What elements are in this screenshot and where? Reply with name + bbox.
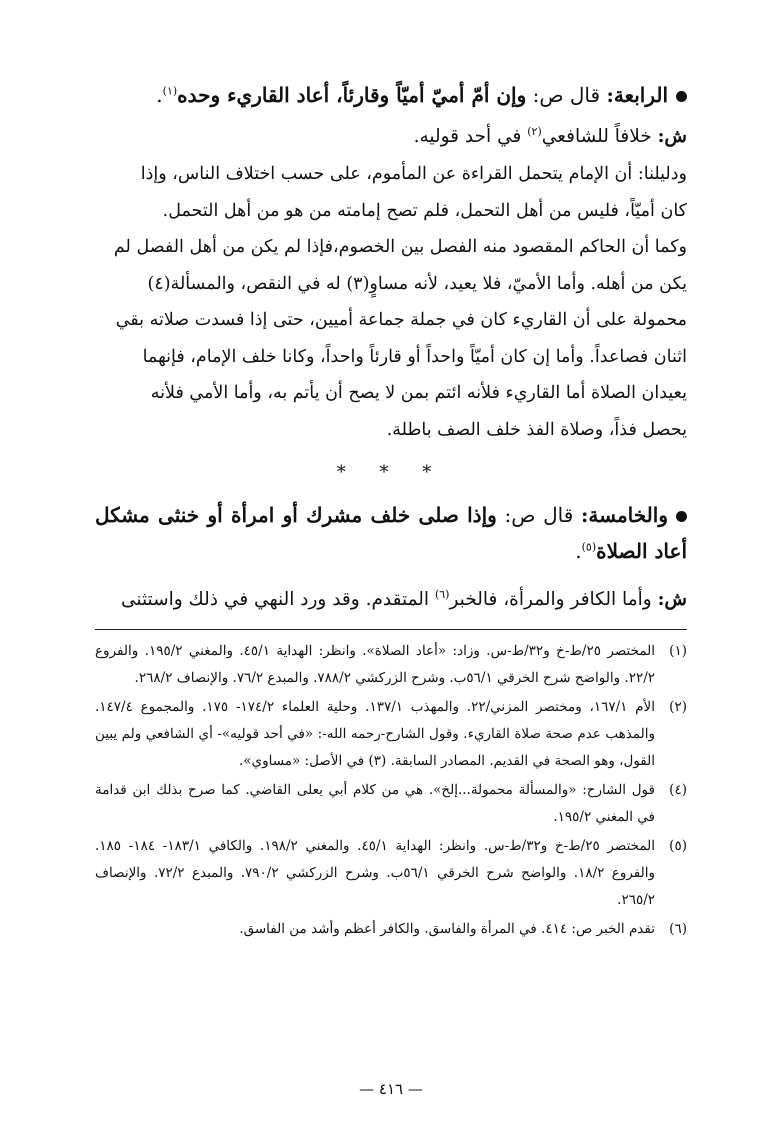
- footnote-ref: (٦): [434, 587, 450, 601]
- section-text: وإذا صلى خلف مشرك أو امرأة أو خنثى مشكل أعاد الصلاة: [95, 503, 687, 563]
- footnote-text: تقدم الخبر ص: ٤١٤. في المرأة والفاسق. والكافر أعظم وأشد من الفاسق.: [239, 921, 655, 937]
- section-end: .: [156, 83, 163, 107]
- section-text: وإن أمّ أميّ أميّاً وقارئاً، أعاد القاريء وحده: [177, 83, 527, 107]
- footnote-text: المختصر ٢٥/ط-خ و٣٢/ط-س. وزاد: «أعاد الصلاة». وانظر: الهداية ٤٥/١. والمغني ١٩٥/٢. والفروع ٢٢/٢. والواضح شرح الخرقي ٥٦/١ب. وشرح الزركشي ٧٨٨/٢. والمبدع ٧٦/٢. والإنصاف ٢٦٨/٢.: [95, 643, 655, 686]
- section-heading-fifth: [95, 497, 687, 569]
- commentary-text-b: في أحد قوليه.: [413, 126, 522, 147]
- section-intro: قال ص:: [532, 83, 601, 107]
- footnote-number: (٦): [669, 921, 687, 937]
- page-number: — ٤١٦ —: [359, 1080, 423, 1098]
- footnote-number: (٥): [669, 838, 687, 854]
- section-label: الرابعة:: [606, 83, 668, 107]
- footnotes: [95, 638, 687, 943]
- bullet-icon: [676, 511, 687, 522]
- commentary-text-a: وأما الكافر والمرأة، فالخبر: [449, 589, 652, 610]
- footnote-ref: (١): [162, 84, 178, 98]
- section-intro: قال ص:: [504, 503, 574, 527]
- footnote: [95, 638, 687, 692]
- body-line: يكن من أهله. وأما الأميّ، فلا يعيد، لأنه مساوٍ(٣) له في النقص، والمسألة(٤): [147, 273, 687, 294]
- footnote-number: (١): [669, 643, 687, 659]
- body-line: وكما أن الحاكم المقصود منه الفصل بين الخصوم،فإذا لم يكن من أهل الفصل لم: [113, 237, 687, 257]
- book-page: [95, 78, 687, 1098]
- footnote-number: (٢): [669, 699, 687, 715]
- footnote: [95, 833, 687, 914]
- body-line: يحصل فذاً، وصلاة الفذ خلف الصف باطلة.: [386, 419, 687, 440]
- footnote-text: قول الشارح: «والمسألة محمولة...إلخ». هي من كلام أبي يعلى القاضي. كما صرح بذلك ابن قدامة في المغني ١٩٥/٢.: [95, 782, 655, 825]
- footnote-ref: (٥): [581, 540, 597, 554]
- section-separator: * * *: [336, 462, 446, 483]
- commentary-line: [95, 581, 687, 619]
- section-label: والخامسة:: [581, 503, 668, 527]
- body-paragraph: [95, 156, 687, 448]
- commentary-line: [95, 118, 687, 156]
- body-line: اثنان فصاعداً. وأما إن كان أميّاً واحداً أو قارئاً واحداً، وكانا خلف الإمام، فإنهما: [142, 346, 687, 367]
- footnote: [95, 916, 687, 943]
- body-line: يعيدان الصلاة أما القاريء فلأنه ائتم بمن لا يصح أن يأتم به، وأما الأمي فلأنه: [150, 383, 687, 403]
- commentary-text-a: خلافاً للشافعي: [541, 126, 652, 147]
- bullet-icon: [676, 91, 687, 102]
- section-heading-fourth: [95, 78, 687, 112]
- footnote-number: (٤): [669, 782, 687, 798]
- commentary-label: ش:: [657, 126, 687, 147]
- footnote-text: الأم ١٦٧/١، ومختصر المزني/٢٢. والمهذب ١٣٧/١. وحلية العلماء ١٧٤/٢- ١٧٥. والمجموع ١٤٧/٤. والمذهب عدم صحة صلاة القاريء. وقول الشارح-رحمه الله-: «في أحد قوليه»- أي الشافعي ولم يبين القول، وهو الصحة في القديم. المصادر السابقة. (٣) في الأصل: «مساوي».: [95, 699, 655, 769]
- body-line: ودليلنا: أن الإمام يتحمل القراءة عن المأموم، على حسب اختلاف الناس، وإذا: [140, 164, 687, 184]
- commentary-text-b: المتقدم. وقد ورد النهي في ذلك واستثنى: [120, 589, 430, 610]
- section-end: .: [575, 539, 582, 563]
- footnote-ref: (٢): [527, 124, 542, 138]
- body-line: محمولة على أن القاريء كان في جملة جماعة أميين، حتى إذا فسدت صلاته بقي: [115, 310, 687, 330]
- commentary-label: ش:: [657, 589, 687, 610]
- footnote: [95, 694, 687, 775]
- body-line: كان أميّاً، فليس من أهل التحمل، فلم تصح إمامته من هو من أهل التحمل.: [162, 200, 687, 221]
- footnote-divider: [95, 629, 687, 630]
- footnote-text: المختصر ٢٥/ط-خ و٣٢/ط-س. وانظر: الهداية ٤٥/١. والمغني ١٩٨/٢. والكافي ١٨٣/١- ١٨٤- ١٨٥. والفروع ١٨/٢. والواضح شرح الخرقي ٥٦/١ب. وشرح الزركشي ٧٩٠/٢. والمبدع ٧٢/٢. والإنصاف ٢٦٥/٢.: [95, 838, 656, 908]
- footnote: [95, 777, 687, 831]
